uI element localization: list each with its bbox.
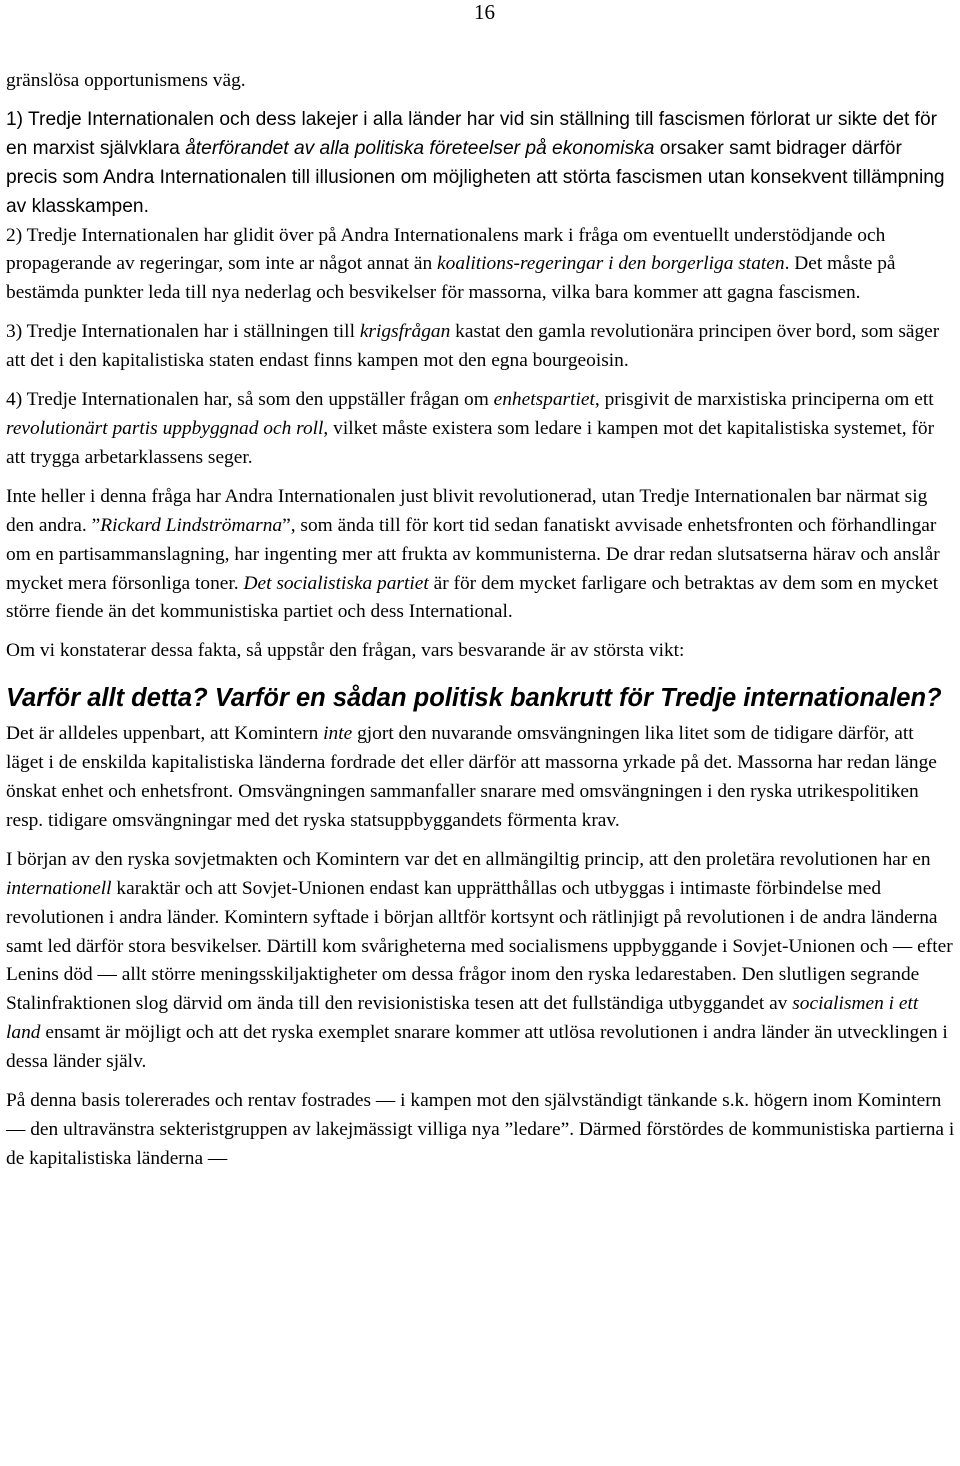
paragraph-point-2: 2) Tredje Internationalen har glidit över på Andra Internationalens mark i fråga om eventuellt understödjande och propagerande av regeringar, som inte ar något annat än koalitions-regeringar i den borgerliga staten. Det måste på bestämda punkter leda till nya nederlag och besvikelser för massorna, vilka bara kommer att gagna fascismen. xyxy=(6,224,896,304)
intro-paragraph: gränslösa opportunismens väg. xyxy=(6,70,246,91)
paragraph-i-borjan: I början av den ryska sovjetmakten och Komintern var det en allmängiltig princip, att den proletära revolutionen har en internationell karaktär och att Sovjet-Unionen endast kan upprätthållas och utbyggas i intimaste förbindelse med revolutionen i andra länder. Komintern syftade i början alltför kortsynt och rätlinjigt på revolutionen i de andra länderna samt led därför stora besvikelser. Därtill kom svårigheterna med socialismens uppbyggande i Sovjet-Unionen och — efter Lenins död — allt större meningsskiljaktigheter om dessa frågor inom den ryska ledarestaben. Den slutligen segrande Stalinfraktionen slog därvid om ända till den revisionistiska tesen att det fullständiga utbyggandet av socialismen i ett land ensamt är möjligt och att det ryska exemplet snarare kommer att utlösa revolutionen i andra länder än utvecklingen i dessa länder själv. xyxy=(6,848,953,1073)
paragraph-om-vi: Om vi konstaterar dessa fakta, så uppstår den frågan, vars besvarande är av största vikt: xyxy=(6,640,685,662)
paragraph-point-1: 1) Tredje Internationalen och dess lakejer i alla länder har vid sin ställning till fascismen förlorat ur sikte det för en marxist självklara återförandet av alla politiska företeelser på ekonomiska orsaker samt bidrager därför precis som Andra Internationalen till illusionen om möjligheten att störta fascismen utan konsekvent tillämpning av klasskampen. xyxy=(6,108,945,217)
section-heading: Varför allt detta? Varför en sådan politisk bankrutt för Tredje internationalen? xyxy=(6,684,942,713)
paragraph-pa-denna: På denna basis tolererades och rentav fostrades — i kampen mot den självständigt tänkande s.k. högern inom Komintern — den ultravänstra sekteristgruppen av lakejmässigt villiga nya ”ledare”. Därmed förstördes de kommunistiska partierna i de kapitalistiska länderna — xyxy=(6,1090,955,1169)
paragraph-det-ar: Det är alldeles uppenbart, att Komintern inte gjort den nuvarande omsvängningen lika litet som de tidigare därför, att läget i de enskilda kapitalistiska länderna fordrade det eller därför att massorna yrkade på det. Massorna har redan länge önskat enhet och enhetsfront. Omsvängningen sammanfaller snarare med omsvängningen i den ryska utrikespolitiken resp. tidigare omsvängningar med det ryska statsuppbyggandets förmenta krav. xyxy=(6,723,937,831)
paragraph-point-3: 3) Tredje Internationalen har i ställningen till krigsfrågan kastat den gamla revolutionära principen över bord, som säger att det i den kapitalistiska staten endast finns kampen mot den egna bourgeoisin. xyxy=(6,321,940,372)
paragraph-inte-heller: Inte heller i denna fråga har Andra Internationalen just blivit revolutionerad, utan Tredje Internationalen bar närmat sig den andra. ”Rickard Lindströmarna”, som ända till för kort tid sedan fanatiskt avvisade enhetsfronten och förhandlingar om en partisammanslagning, har ingenting mer att frukta av kommunisterna. De drar redan slutsatserna härav och anslår mycket mera försonliga toner. Det socialistiska partiet är för dem mycket farligare och betraktas av dem som en mycket större fiende än det kommunistiska partiet och dess International. xyxy=(6,485,940,623)
page-number: 16 xyxy=(474,0,495,24)
paragraph-point-4: 4) Tredje Internationalen har, så som den uppställer frågan om enhetspartiet, prisgivit de marxistiska principerna om ett revolutionärt partis uppbyggnad och roll, vilket måste existera som ledare i kampen mot det kapitalistiska systemet, för att trygga arbetarklassens seger. xyxy=(6,389,935,468)
document-body xyxy=(6,67,956,1184)
